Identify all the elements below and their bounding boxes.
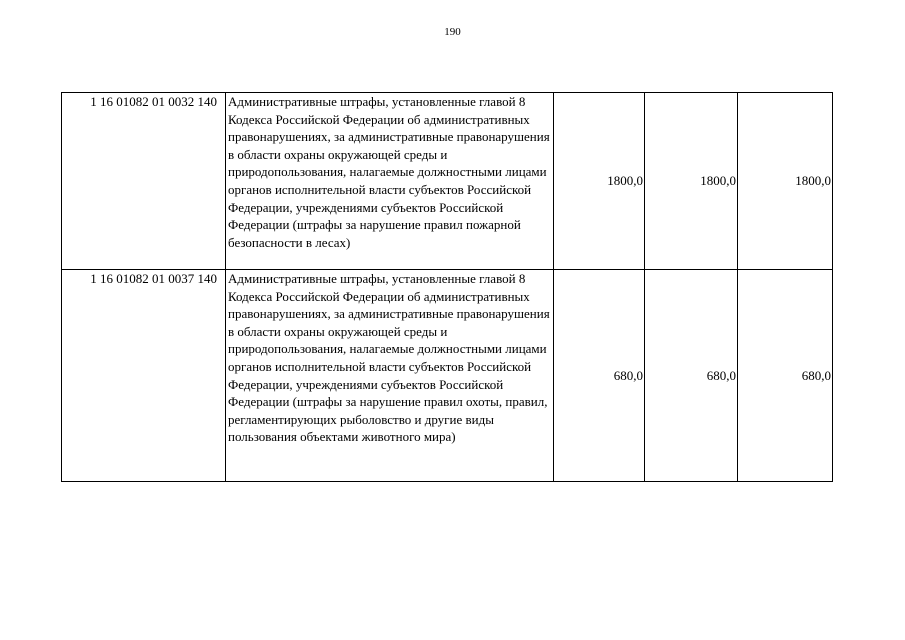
description-cell (226, 270, 554, 482)
description-cell (226, 93, 554, 270)
description-text: Административные штрафы, установленные главой 8 Кодекса Российской Федерации об административных правонарушениях, за административные правонарушения в области охраны окружающей среды и природопользования, налагаемые должностными лицами органов исполнительной власти субъектов Российской Федерации, учреждениями субъектов Российской Федерации (штрафы за нарушение правил охоты, правил, регламентирующих рыболовство и другие виды пользования объектами животного мира) (228, 271, 550, 445)
value-cell-1: 1800,0 (554, 93, 645, 270)
value-cell-1: 680,0 (554, 270, 645, 482)
table-row (62, 270, 833, 482)
budget-code-cell: 1 16 01082 01 0037 140 (62, 270, 226, 482)
value-cell-3: 680,0 (738, 270, 833, 482)
budget-code-cell: 1 16 01082 01 0032 140 (62, 93, 226, 270)
description-text: Административные штрафы, установленные главой 8 Кодекса Российской Федерации об административных правонарушениях, за административные правонарушения в области охраны окружающей среды и природопользования, налагаемые должностными лицами органов исполнительной власти субъектов Российской Федерации, учреждениями субъектов Российской Федерации (штрафы за нарушение правил пожарной безопасности в лесах) (228, 94, 550, 250)
budget-table (61, 92, 833, 482)
page-number: 190 (444, 26, 461, 38)
table-row (62, 93, 833, 270)
value-cell-3: 1800,0 (738, 93, 833, 270)
value-cell-2: 680,0 (645, 270, 738, 482)
value-cell-2: 1800,0 (645, 93, 738, 270)
